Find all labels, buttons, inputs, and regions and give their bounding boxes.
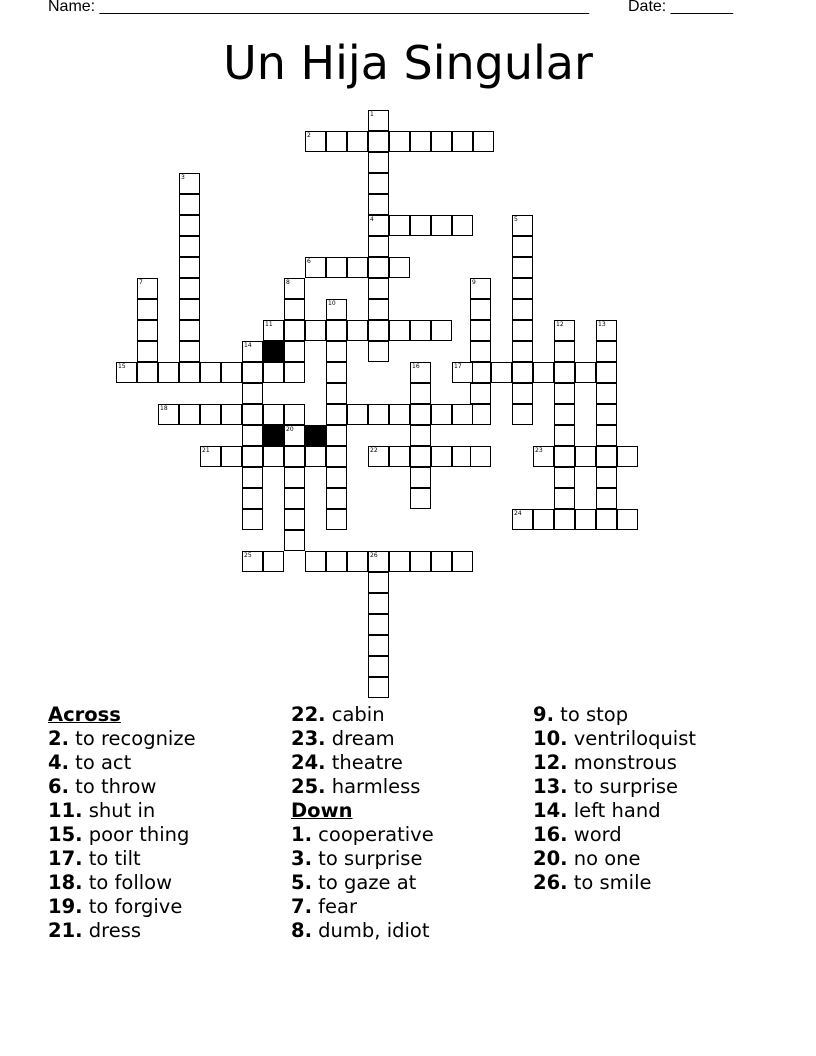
crossword-cell[interactable]	[410, 320, 431, 341]
clue-item-number: 14.	[533, 799, 568, 822]
crossword-cell[interactable]	[368, 299, 389, 320]
crossword-cell[interactable]	[512, 299, 533, 320]
crossword-cell[interactable]	[617, 446, 638, 467]
crossword-cell[interactable]	[368, 320, 389, 341]
crossword-cell[interactable]	[596, 425, 617, 446]
crossword-cell[interactable]	[596, 320, 617, 341]
crossword-cell[interactable]	[179, 362, 200, 383]
crossword-cell[interactable]	[284, 530, 305, 551]
clue-number: 5	[514, 216, 518, 223]
crossword-cell[interactable]	[470, 362, 491, 383]
crossword-cell[interactable]	[326, 488, 347, 509]
crossword-cell[interactable]	[554, 509, 575, 530]
crossword-cell[interactable]	[512, 236, 533, 257]
clue-number: 6	[307, 258, 311, 265]
clue-item-number: 16.	[533, 823, 568, 846]
crossword-cell[interactable]	[410, 425, 431, 446]
crossword-cell[interactable]	[368, 110, 389, 131]
crossword-cell[interactable]	[452, 362, 473, 383]
crossword-cell[interactable]	[596, 383, 617, 404]
crossword-cell[interactable]	[137, 320, 158, 341]
crossword-cell[interactable]	[221, 404, 242, 425]
crossword-cell[interactable]	[284, 404, 305, 425]
clue-number: 26	[370, 552, 378, 559]
crossword-cell[interactable]	[554, 362, 575, 383]
clue-number: 20	[286, 426, 294, 433]
clue-item	[48, 727, 196, 751]
clue-item	[291, 871, 434, 895]
crossword-cell[interactable]	[431, 215, 452, 236]
clue-number: 9	[472, 279, 476, 286]
clue-item-number: 24.	[291, 751, 326, 774]
clue-item	[48, 799, 196, 823]
clue-item-text: to act	[68, 751, 132, 774]
clue-number: 1	[370, 111, 374, 118]
clue-item-number: 18.	[48, 871, 83, 894]
crossword-cell[interactable]	[200, 404, 221, 425]
crossword-cell[interactable]	[305, 551, 326, 572]
clue-number: 11	[265, 321, 273, 328]
crossword-cell[interactable]	[554, 425, 575, 446]
crossword-cell[interactable]	[179, 215, 200, 236]
crossword-black-cell	[263, 425, 284, 446]
clue-item-number: 26.	[533, 871, 568, 894]
clue-item-number: 15.	[48, 823, 83, 846]
clue-item	[533, 727, 696, 751]
clue-item	[533, 871, 696, 895]
clue-item-number: 4.	[48, 751, 69, 774]
crossword-cell[interactable]	[179, 299, 200, 320]
clue-item-text: dream	[325, 727, 395, 750]
name-date-line	[48, 0, 733, 16]
crossword-cell[interactable]	[305, 446, 326, 467]
crossword-cell[interactable]	[452, 551, 473, 572]
crossword-black-cell	[305, 425, 326, 446]
clue-item	[533, 823, 696, 847]
crossword-cell[interactable]	[452, 131, 473, 152]
crossword-cell[interactable]	[512, 362, 533, 383]
clue-item	[291, 775, 434, 799]
crossword-cell[interactable]	[116, 362, 137, 383]
crossword-cell[interactable]	[326, 509, 347, 530]
crossword-cell[interactable]	[242, 446, 263, 467]
clue-item-text: shut in	[82, 799, 156, 822]
crossword-cell[interactable]	[368, 656, 389, 677]
crossword-cell[interactable]	[347, 257, 368, 278]
clue-number: 17	[454, 363, 462, 370]
crossword-cell[interactable]	[242, 341, 263, 362]
crossword-cell[interactable]	[554, 446, 575, 467]
crossword-cell[interactable]	[284, 446, 305, 467]
crossword-cell[interactable]	[158, 404, 179, 425]
crossword-cell[interactable]	[389, 320, 410, 341]
crossword-cell[interactable]	[284, 509, 305, 530]
clue-number: 12	[556, 321, 564, 328]
clue-item	[533, 751, 696, 775]
crossword-cell[interactable]	[554, 383, 575, 404]
crossword-cell[interactable]	[596, 509, 617, 530]
crossword-cell[interactable]	[137, 278, 158, 299]
clue-item-text: monstrous	[567, 751, 677, 774]
down-heading: Down	[291, 799, 353, 822]
crossword-cell[interactable]	[410, 383, 431, 404]
crossword-cell[interactable]	[242, 551, 263, 572]
clue-item	[48, 823, 196, 847]
crossword-cell[interactable]	[410, 488, 431, 509]
clue-item-number: 8.	[291, 919, 312, 942]
crossword-cell[interactable]	[242, 488, 263, 509]
clues-column-1	[48, 703, 196, 943]
clue-item-text: fear	[311, 895, 358, 918]
clue-item	[48, 847, 196, 871]
crossword-cell[interactable]	[410, 551, 431, 572]
crossword-cell[interactable]	[554, 341, 575, 362]
crossword-cell[interactable]	[554, 404, 575, 425]
crossword-cell[interactable]	[326, 383, 347, 404]
clue-number: 7	[139, 279, 143, 286]
crossword-cell[interactable]	[512, 257, 533, 278]
name-label[interactable]: Name: _______________________________________________________	[48, 0, 589, 15]
crossword-cell[interactable]	[410, 446, 431, 467]
clue-item-text: to throw	[68, 775, 157, 798]
clue-number: 2	[307, 132, 311, 139]
crossword-cell[interactable]	[263, 446, 284, 467]
crossword-cell[interactable]	[368, 173, 389, 194]
clue-item-text: to forgive	[82, 895, 183, 918]
crossword-cell[interactable]	[617, 509, 638, 530]
crossword-cell[interactable]	[368, 446, 389, 467]
clue-item-number: 6.	[48, 775, 69, 798]
clue-number: 14	[244, 342, 252, 349]
crossword-cell[interactable]	[491, 362, 512, 383]
crossword-cell[interactable]	[368, 593, 389, 614]
clue-item-number: 12.	[533, 751, 568, 774]
crossword-cell[interactable]	[533, 509, 554, 530]
crossword-cell[interactable]	[431, 131, 452, 152]
crossword-cell[interactable]	[179, 341, 200, 362]
crossword-cell[interactable]	[347, 404, 368, 425]
clue-item	[533, 799, 696, 823]
crossword-cell[interactable]	[263, 551, 284, 572]
crossword-cell[interactable]	[470, 404, 491, 425]
crossword-cell[interactable]	[452, 404, 473, 425]
clue-item-number: 7.	[291, 895, 312, 918]
crossword-cell[interactable]	[368, 278, 389, 299]
crossword-cell[interactable]	[242, 425, 263, 446]
crossword-cell[interactable]	[284, 341, 305, 362]
clue-item-number: 20.	[533, 847, 568, 870]
clue-item-number: 3.	[291, 847, 312, 870]
clue-item	[291, 751, 434, 775]
crossword-cell[interactable]	[512, 404, 533, 425]
crossword-cell[interactable]	[575, 509, 596, 530]
clue-number: 22	[370, 447, 378, 454]
crossword-cell[interactable]	[470, 341, 491, 362]
crossword-cell[interactable]	[368, 614, 389, 635]
clue-item-text: word	[567, 823, 622, 846]
crossword-cell[interactable]	[596, 362, 617, 383]
clue-item-number: 9.	[533, 703, 554, 726]
crossword-cell[interactable]	[410, 131, 431, 152]
clues-column-3	[533, 703, 696, 895]
clue-number: 21	[202, 447, 210, 454]
crossword-cell[interactable]	[533, 362, 554, 383]
crossword-cell[interactable]	[221, 446, 242, 467]
crossword-cell[interactable]	[179, 320, 200, 341]
crossword-cell[interactable]	[512, 320, 533, 341]
puzzle-title: Un Hija Singular	[223, 36, 593, 90]
crossword-cell[interactable]	[242, 362, 263, 383]
clue-item-text: to recognize	[68, 727, 196, 750]
clue-item-text: to stop	[553, 703, 629, 726]
crossword-cell[interactable]	[368, 152, 389, 173]
clue-item	[291, 823, 434, 847]
clue-item-text: poor thing	[82, 823, 190, 846]
crossword-cell[interactable]	[326, 362, 347, 383]
crossword-cell[interactable]	[431, 404, 452, 425]
clue-number: 10	[328, 300, 336, 307]
clue-item-text: no one	[567, 847, 641, 870]
clue-item-number: 23.	[291, 727, 326, 750]
clue-item	[533, 847, 696, 871]
crossword-cell[interactable]	[179, 257, 200, 278]
crossword-cell[interactable]	[368, 635, 389, 656]
crossword-cell[interactable]	[284, 488, 305, 509]
crossword-cell[interactable]	[596, 488, 617, 509]
crossword-cell[interactable]	[179, 173, 200, 194]
clue-item-number: 1.	[291, 823, 312, 846]
crossword-cell[interactable]	[410, 215, 431, 236]
crossword-cell[interactable]	[284, 320, 305, 341]
clues-column-2	[291, 703, 434, 943]
clue-item	[291, 895, 434, 919]
crossword-cell[interactable]	[242, 404, 263, 425]
crossword-cell[interactable]	[200, 446, 221, 467]
clue-item-text: to tilt	[82, 847, 141, 870]
crossword-cell[interactable]	[512, 383, 533, 404]
crossword-cell[interactable]	[284, 467, 305, 488]
clue-number: 3	[181, 174, 185, 181]
clue-item-text: to surprise	[311, 847, 423, 870]
crossword-cell[interactable]	[326, 404, 347, 425]
crossword-cell[interactable]	[347, 131, 368, 152]
crossword-cell[interactable]	[512, 509, 533, 530]
crossword-cell[interactable]	[389, 404, 410, 425]
crossword-cell[interactable]	[554, 320, 575, 341]
clue-number: 16	[412, 363, 420, 370]
crossword-cell[interactable]	[431, 551, 452, 572]
clue-item	[48, 895, 196, 919]
crossword-black-cell	[263, 341, 284, 362]
clue-item-text: to smile	[567, 871, 652, 894]
clue-item-number: 13.	[533, 775, 568, 798]
clue-item	[533, 703, 696, 727]
crossword-cell[interactable]	[347, 320, 368, 341]
crossword-cell[interactable]	[326, 551, 347, 572]
crossword-cell[interactable]	[368, 677, 389, 698]
crossword-cell[interactable]	[221, 362, 242, 383]
crossword-cell[interactable]	[137, 362, 158, 383]
crossword-cell[interactable]	[305, 257, 326, 278]
crossword-cell[interactable]	[326, 446, 347, 467]
crossword-cell[interactable]	[596, 446, 617, 467]
clue-item	[533, 775, 696, 799]
crossword-cell[interactable]	[575, 362, 596, 383]
crossword-cell[interactable]	[263, 362, 284, 383]
crossword-cell[interactable]	[368, 551, 389, 572]
clue-number: 15	[118, 363, 126, 370]
clue-item	[48, 775, 196, 799]
crossword-cell[interactable]	[284, 362, 305, 383]
crossword-cell[interactable]	[554, 488, 575, 509]
crossword-cell[interactable]	[179, 278, 200, 299]
crossword-cell[interactable]	[431, 446, 452, 467]
crossword-cell[interactable]	[596, 341, 617, 362]
clue-item-number: 19.	[48, 895, 83, 918]
crossword-cell[interactable]	[368, 257, 389, 278]
clue-number: 13	[598, 321, 606, 328]
clue-item-text: ventriloquist	[567, 727, 697, 750]
clue-number: 18	[160, 405, 168, 412]
crossword-cell[interactable]	[368, 131, 389, 152]
crossword-cell[interactable]	[179, 404, 200, 425]
clue-item-text: cooperative	[311, 823, 434, 846]
clue-item-text: harmless	[325, 775, 421, 798]
clue-item	[291, 703, 434, 727]
crossword-cell[interactable]	[389, 551, 410, 572]
crossword-cell[interactable]	[368, 341, 389, 362]
clue-number: 23	[535, 447, 543, 454]
clue-number: 8	[286, 279, 290, 286]
clue-item-number: 21.	[48, 919, 83, 942]
crossword-cell[interactable]	[305, 131, 326, 152]
clue-number: 24	[514, 510, 522, 517]
crossword-cell[interactable]	[326, 341, 347, 362]
crossword-cell[interactable]	[554, 467, 575, 488]
crossword-cell[interactable]	[533, 446, 554, 467]
clue-item-number: 10.	[533, 727, 568, 750]
clue-item-number: 5.	[291, 871, 312, 894]
crossword-cell[interactable]	[512, 215, 533, 236]
clue-item-text: to surprise	[567, 775, 679, 798]
clue-number: 4	[370, 216, 374, 223]
crossword-cell[interactable]	[326, 320, 347, 341]
crossword-cell[interactable]	[284, 299, 305, 320]
crossword-cell[interactable]	[368, 215, 389, 236]
crossword-cell[interactable]	[368, 236, 389, 257]
clue-item	[48, 751, 196, 775]
clue-item	[291, 727, 434, 751]
crossword-cell[interactable]	[410, 404, 431, 425]
clue-item-text: cabin	[325, 703, 385, 726]
crossword-cell[interactable]	[326, 467, 347, 488]
crossword-cell[interactable]	[368, 572, 389, 593]
crossword-cell[interactable]	[137, 341, 158, 362]
crossword-cell[interactable]	[470, 299, 491, 320]
crossword-cell[interactable]	[473, 131, 494, 152]
crossword-cell[interactable]	[596, 404, 617, 425]
clue-item-text: to follow	[82, 871, 173, 894]
crossword-cell[interactable]	[179, 236, 200, 257]
crossword-cell[interactable]	[410, 362, 431, 383]
clue-item-text: dumb, idiot	[311, 919, 430, 942]
crossword-cell[interactable]	[242, 383, 263, 404]
crossword-cell[interactable]	[200, 362, 221, 383]
crossword-cell[interactable]	[410, 467, 431, 488]
date-label[interactable]: Date: _______	[628, 0, 733, 15]
crossword-cell[interactable]	[389, 257, 410, 278]
clue-item-number: 17.	[48, 847, 83, 870]
crossword-cell[interactable]	[284, 278, 305, 299]
crossword-cell[interactable]	[368, 194, 389, 215]
crossword-cell[interactable]	[326, 299, 347, 320]
crossword-cell[interactable]	[242, 509, 263, 530]
clue-item-text: left hand	[567, 799, 661, 822]
clue-item	[48, 919, 196, 943]
clue-item-number: 2.	[48, 727, 69, 750]
crossword-cell[interactable]	[431, 320, 452, 341]
crossword-cell[interactable]	[389, 131, 410, 152]
crossword-cell[interactable]	[158, 362, 179, 383]
crossword-cell[interactable]	[512, 278, 533, 299]
crossword-cell[interactable]	[326, 131, 347, 152]
crossword-cell[interactable]	[326, 425, 347, 446]
crossword-cell[interactable]	[470, 446, 491, 467]
crossword-cell[interactable]	[284, 425, 305, 446]
clue-item	[48, 871, 196, 895]
clue-item	[291, 847, 434, 871]
crossword-cell[interactable]	[470, 278, 491, 299]
crossword-cell[interactable]	[326, 257, 347, 278]
crossword-cell[interactable]	[263, 320, 284, 341]
crossword-cell[interactable]	[179, 194, 200, 215]
clue-item-number: 25.	[291, 775, 326, 798]
clue-number: 25	[244, 552, 252, 559]
crossword-cell[interactable]	[305, 320, 326, 341]
crossword-cell[interactable]	[452, 215, 473, 236]
clue-item-text: theatre	[325, 751, 403, 774]
crossword-cell[interactable]	[470, 383, 491, 404]
clue-item-text: dress	[82, 919, 142, 942]
crossword-cell[interactable]	[263, 404, 284, 425]
crossword-cell[interactable]	[512, 341, 533, 362]
clue-item-number: 11.	[48, 799, 83, 822]
crossword-cell[interactable]	[389, 446, 410, 467]
clue-item	[291, 919, 434, 943]
across-heading: Across	[48, 703, 121, 726]
crossword-cell[interactable]	[470, 320, 491, 341]
crossword-cell[interactable]	[575, 446, 596, 467]
crossword-cell[interactable]	[347, 551, 368, 572]
crossword-cell[interactable]	[389, 215, 410, 236]
crossword-cell[interactable]	[368, 404, 389, 425]
crossword-cell[interactable]	[242, 467, 263, 488]
crossword-cell[interactable]	[137, 299, 158, 320]
clue-item-text: to gaze at	[311, 871, 417, 894]
clue-item-number: 22.	[291, 703, 326, 726]
crossword-cell[interactable]	[596, 467, 617, 488]
